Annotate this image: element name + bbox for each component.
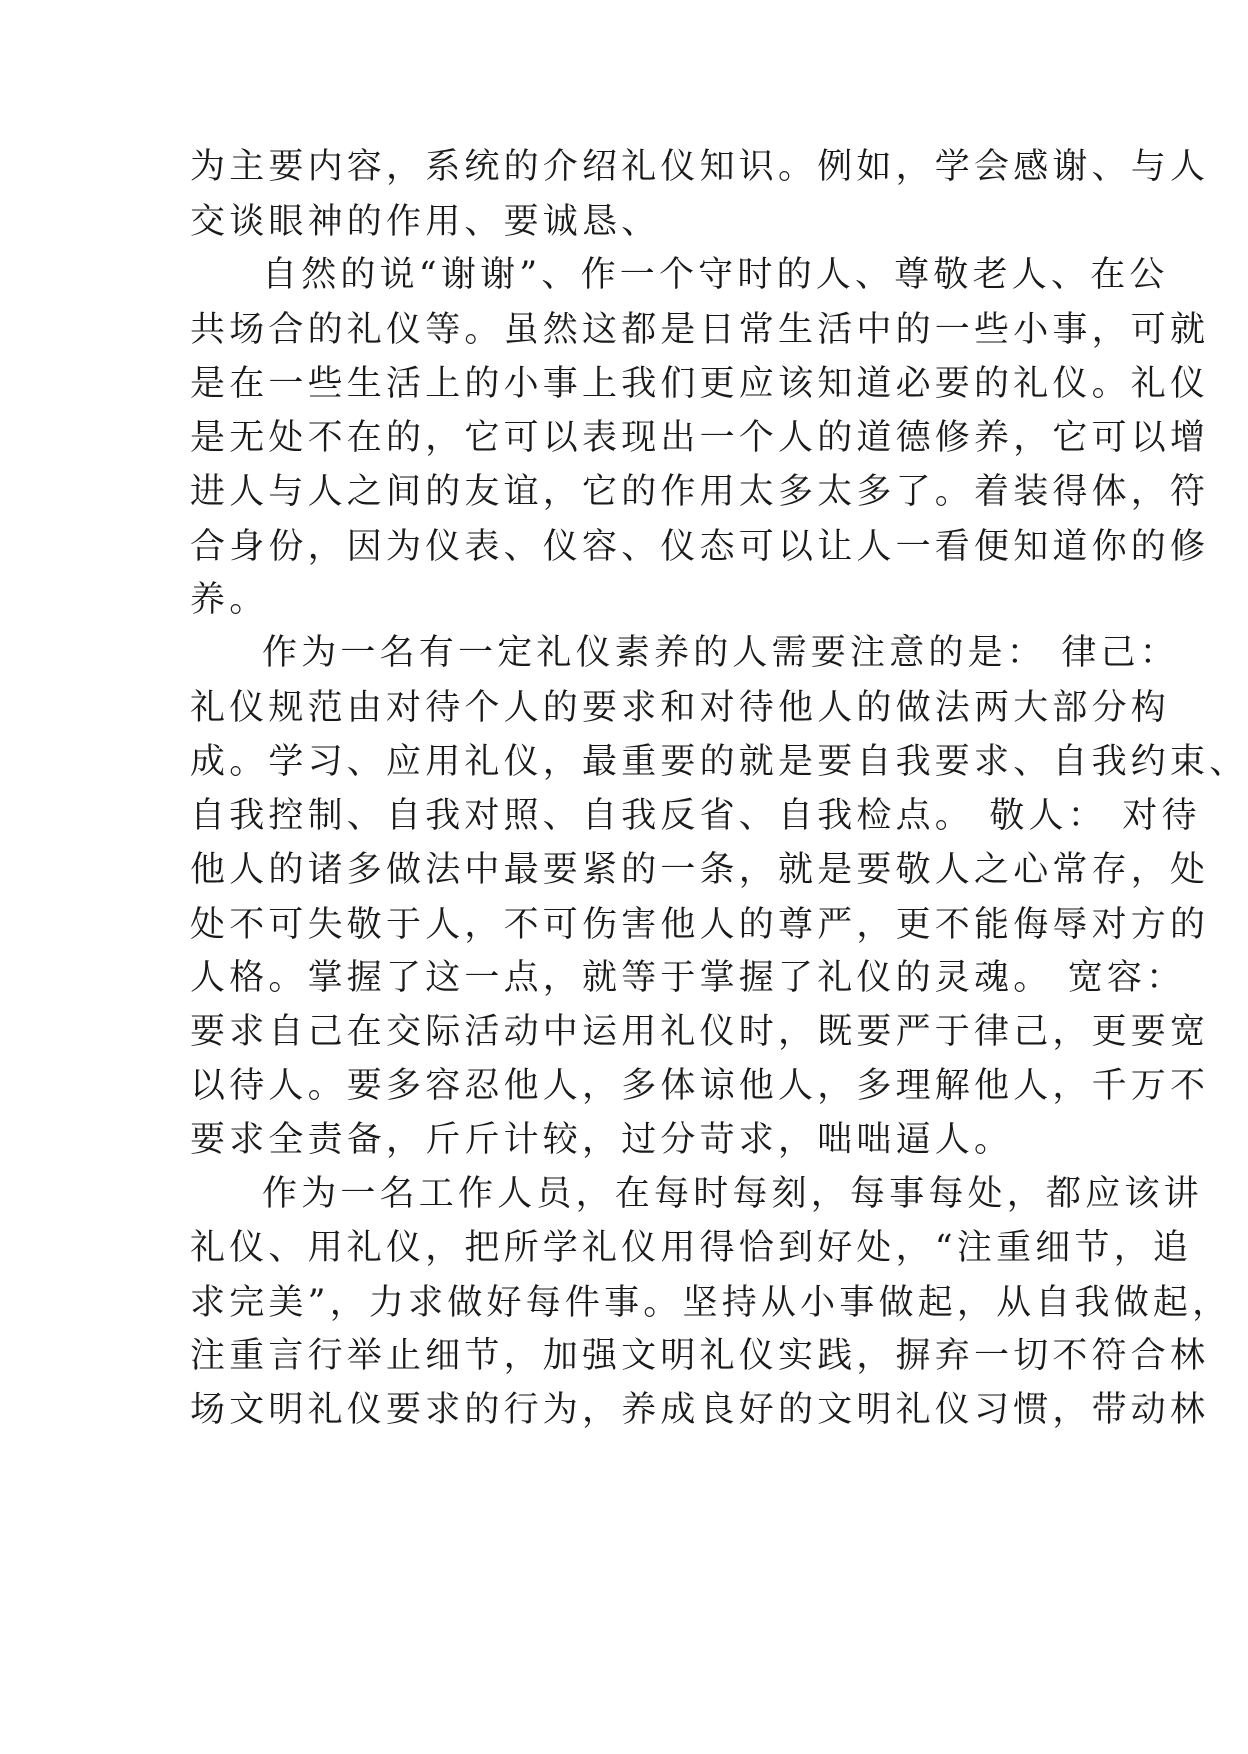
text-line: 合身份，因为仪表、仪容、仪态可以让人一看便知道你的修 xyxy=(190,527,1210,567)
text-line: 养。 xyxy=(190,580,269,620)
text-line: 自我控制、自我对照、自我反省、自我检点。 敬人： 对待 xyxy=(190,796,1201,836)
text-line: 人格。掌握了这一点，就等于掌握了礼仪的灵魂。 宽容： xyxy=(190,958,1186,998)
text-line: 要求全责备，斤斤计较，过分苛求，咄咄逼人。 xyxy=(190,1120,1014,1160)
text-line: 求完美”，力求做好每件事。坚持从小事做起，从自我做起， xyxy=(190,1283,1232,1323)
text-line: 礼仪、用礼仪，把所学礼仪用得恰到好处，“注重细节，追 xyxy=(190,1228,1193,1268)
paragraph-first-line: 作为一名工作人员，在每时每刻，每事每处，都应该讲 xyxy=(262,1174,1203,1214)
text-line: 为主要内容，系统的介绍礼仪知识。例如，学会感谢、与人 xyxy=(190,147,1210,187)
text-line: 要求自己在交际活动中运用礼仪时，既要严于律己，更要宽 xyxy=(190,1012,1210,1052)
text-line: 处不可失敬于人，不可伤害他人的尊严，更不能侮辱对方的 xyxy=(190,905,1210,945)
text-line: 是在一些生活上的小事上我们更应该知道必要的礼仪。礼仪 xyxy=(190,364,1210,404)
text-line: 交谈眼神的作用、要诚恳、 xyxy=(190,202,661,242)
text-line: 礼仪规范由对待个人的要求和对待他人的做法两大部分构 xyxy=(190,688,1171,728)
paragraph-first-line: 作为一名有一定礼仪素养的人需要注意的是： 律己： xyxy=(262,633,1179,673)
text-line: 注重言行举止细节，加强文明礼仪实践，摒弃一切不符合林 xyxy=(190,1336,1210,1376)
paragraph-first-line: 自然的说“谢谢”、作一个守时的人、尊敬老人、在公 xyxy=(262,255,1169,295)
text-line: 场文明礼仪要求的行为，养成良好的文明礼仪习惯，带动林 xyxy=(190,1390,1210,1430)
text-line: 成。学习、应用礼仪，最重要的就是要自我要求、自我约束、 xyxy=(190,742,1248,782)
text-line: 他人的诸多做法中最要紧的一条，就是要敬人之心常存，处 xyxy=(190,850,1210,890)
text-line: 进人与人之间的友谊，它的作用太多太多了。着装得体，符 xyxy=(190,472,1210,512)
text-line: 共场合的礼仪等。虽然这都是日常生活中的一些小事，可就 xyxy=(190,310,1210,350)
text-line: 以待人。要多容忍他人，多体谅他人，多理解他人，千万不 xyxy=(190,1066,1210,1106)
text-line: 是无处不在的，它可以表现出一个人的道德修养，它可以增 xyxy=(190,418,1210,458)
